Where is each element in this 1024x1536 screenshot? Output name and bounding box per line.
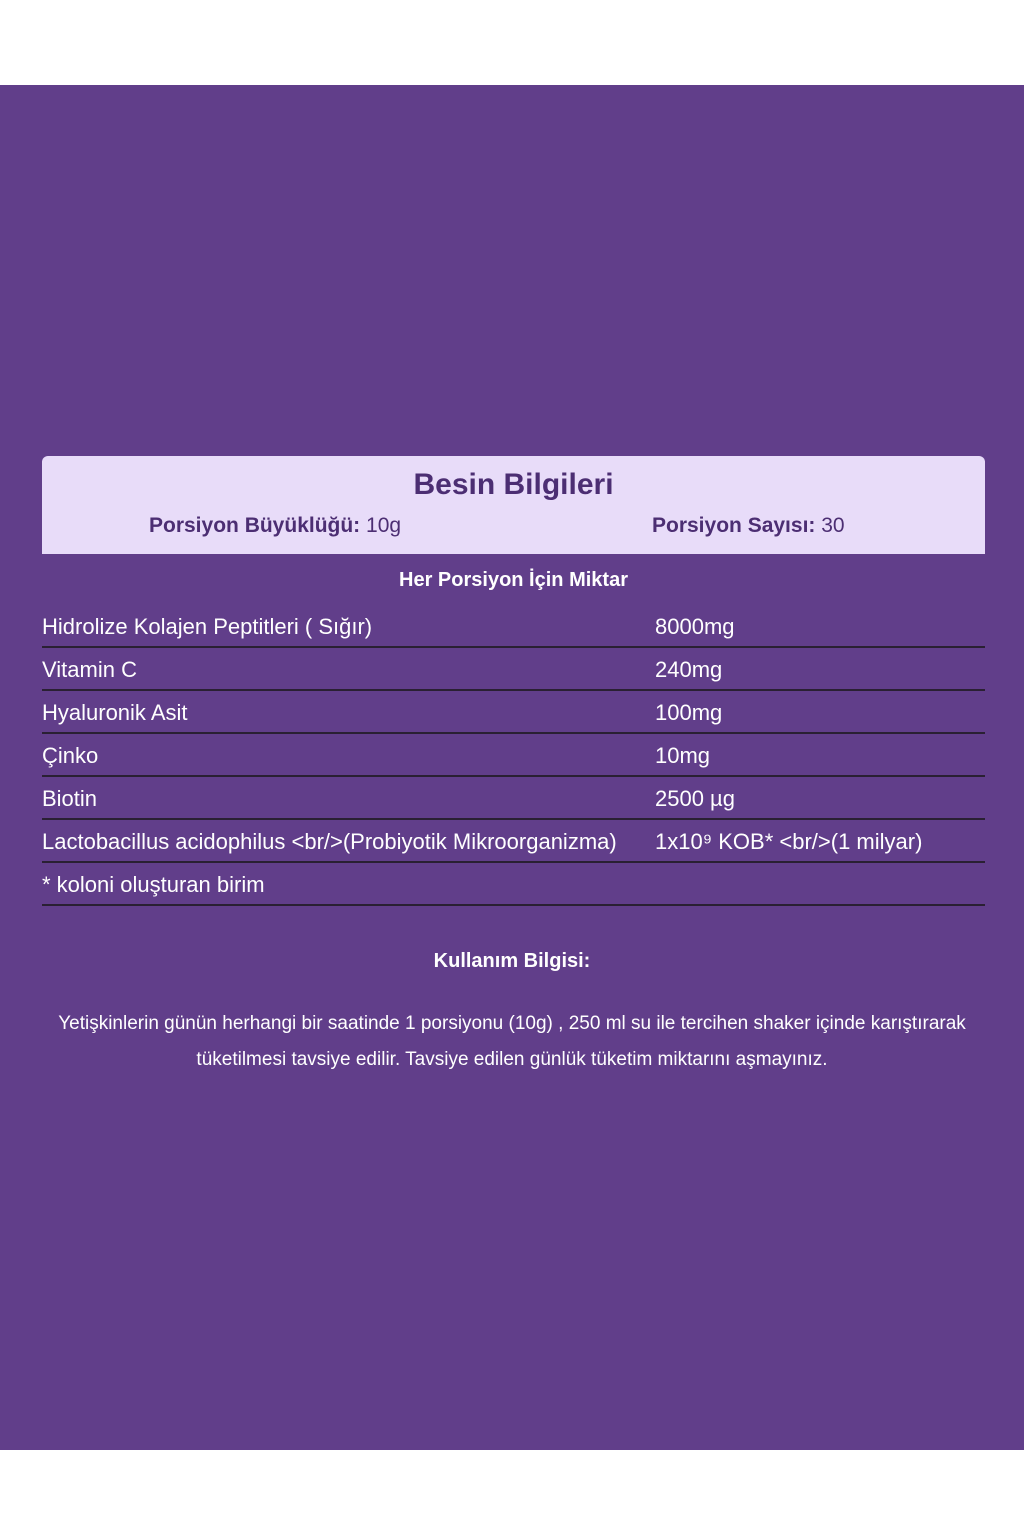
nutrient-name: Biotin [42,786,98,811]
nutrient-amount: 1x10⁹ KOB* <br/>(1 milyar) [655,829,923,854]
serving-count [652,514,845,538]
nutrient-amount: 240mg [655,657,723,682]
serving-count-label: Porsiyon Sayısı: [652,514,816,537]
nutrient-amount: 2500 µg [655,786,735,811]
serving-size [149,514,401,538]
nutrient-name: Çinko [42,743,99,768]
usage-title: Kullanım Bilgisi: [433,950,591,972]
table-row [42,819,985,863]
table-row [42,690,985,734]
nutrient-name: Vitamin C [42,657,137,682]
nutrient-name: Hidrolize Kolajen Peptitleri ( Sığır) [42,614,373,639]
serving-size-label: Porsiyon Büyüklüğü: [149,514,361,537]
table-row [42,604,985,648]
usage-text: Yetişkinlerin günün herhangi bir saatinde 1 porsiyonu (10g) , 250 ml su ile tercihen shaker içinde karıştırarak tüketilmesi tavsiye edilir. Tavsiye edilen günlük tüketim miktarını aşmayınız. [58,1013,966,1070]
footnote: * koloni oluşturan birim [42,872,265,897]
nutrient-amount: 10mg [655,743,711,768]
nutrient-amount: 8000mg [655,614,735,639]
nutrient-name: Lactobacillus acidophilus <br/>(Probiyotik Mikroorganizma) [42,829,617,854]
nutrition-header [42,456,985,554]
nutrient-amount: 100mg [655,700,723,725]
table-row [42,776,985,820]
nutrition-title: Besin Bilgileri [413,468,614,501]
table-row [42,733,985,777]
serving-size-value: 10g [360,514,402,537]
nutrient-name: Hyaluronik Asit [42,700,188,725]
table-row [42,647,985,691]
per-serving-title: Her Porsiyon İçin Miktar [399,569,628,591]
serving-count-value: 30 [815,514,845,537]
table-footnote-row [42,862,985,906]
